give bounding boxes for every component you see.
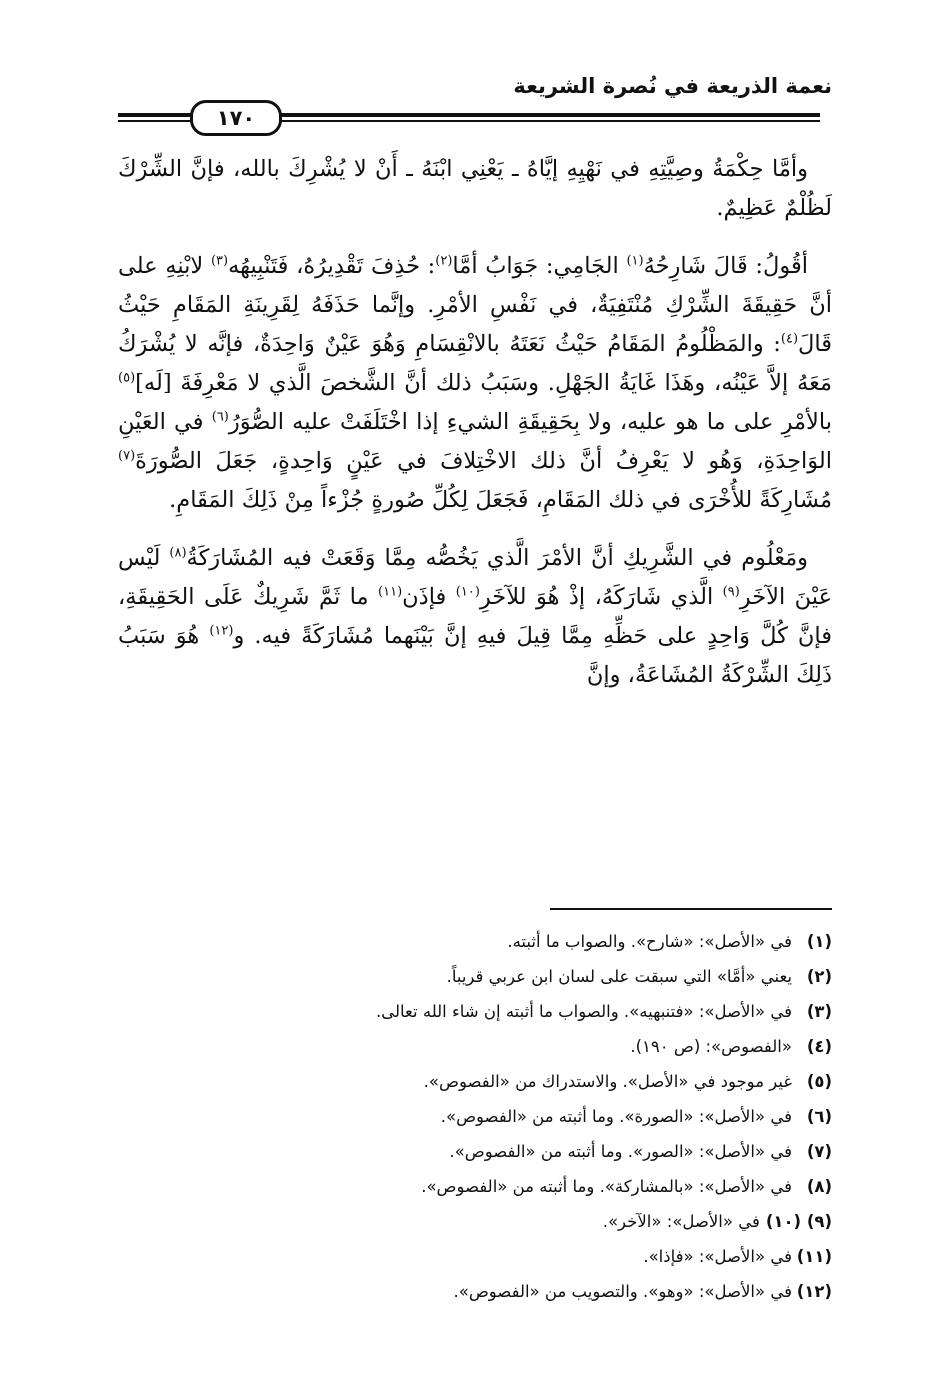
footnote-marker: (١) [626, 253, 644, 269]
body-text-run: أقُولُ: قَالَ شَارِحُهُ [643, 253, 808, 279]
footnote-number: (٨) [806, 1177, 832, 1196]
footnote-marker: (١٠) [455, 584, 480, 600]
footnote-item [118, 1099, 832, 1134]
body-text-run: : والمَظْلُومُ المَقَامُ حَيْثُ نَعَتَهُ بالانْقِسَامِ وَهُوَ عَيْنٌ وَاحِدَةٌ، فإنَّه لا يُشْرَكُ مَعَهُ إلاَّ عَيْنُه، وهَذَا غَايَةُ الجَهْلِ. وسَبَبُ ذلك أنَّ الشَّخصَ الَّذي لا مَعْرِفَةَ [118, 331, 832, 396]
footnote-separator [550, 908, 832, 910]
body-paragraph [118, 247, 832, 520]
body-text-run: لابْنِهِ على أنَّ حَقِيقَةَ الشِّرْكِ مُنْتَفِيَةٌ، في نَفْسِ الأمْرِ. وإنَّما حَذَفَهُ لِقَرِينَةِ المَقَامِ حَيْثُ قَالَ [118, 253, 832, 357]
footnote-number: (١١) [796, 1247, 832, 1266]
body-text-run: [لَه] [135, 370, 172, 396]
footnote-text: في «الأصل»: «الصورة». وما أثبته من «الفصوص». [440, 1107, 792, 1126]
footnotes-list [118, 924, 832, 1309]
body-text-run: وأمَّا حِكْمَةُ وصِيَّتِهِ في نَهْيِهِ إيَّاهُ ـ يَعْنِي ابْنَهُ ـ أَنْ لا يُشْرِكَ بالله، فإنَّ الشِّرْكَ لَظُلْمٌ عَظِيمٌ. [118, 156, 832, 221]
footnote-item [118, 924, 832, 959]
footnote-text: في «الأصل»: «فتنبهيه». والصواب ما أثبته إن شاء الله تعالى. [376, 1002, 792, 1021]
footnote-number: (٣) [806, 1002, 832, 1021]
footnote-marker: (٦) [211, 409, 229, 425]
body-text-run: في العَيْنِ الوَاحِدَةِ، وَهُو لا يَعْرِفُ أنَّ ذلك الاخْتِلافَ في عَيْنٍ وَاحِدةٍ، جَعَلَ الصُّورَةَ [118, 409, 832, 474]
footnote-text: في «الأصل»: «فإذا». [643, 1247, 792, 1266]
body-text-run: ما ثَمَّ شَرِيكٌ عَلَى الحَقِيقَةِ، فإنَّ كُلَّ وَاحِدٍ على حَظِّهِ مِمَّا قِيلَ فيهِ إنَّ بَيْنَهما مُشَارَكَةً فيه. و [118, 584, 833, 649]
footnote-text: في «الأصل»: «الصور». وما أثبته من «الفصوص». [449, 1142, 792, 1161]
footnote-item [118, 1029, 832, 1064]
footnote-text: في «الأصل»: «وهو». والتصويب من «الفصوص». [453, 1282, 792, 1301]
body-text-run: مُشَارِكَةً للأُخْرَى في ذلك المَقَامِ، فَجَعَلَ لِكُلِّ صُورةٍ جُزْءاً مِنْ ذَلِكَ المَقَامِ. [169, 487, 832, 513]
footnote-item [118, 1064, 832, 1099]
footnote-marker: (٨) [169, 545, 187, 561]
body-paragraph [118, 539, 832, 695]
body-text-run: : حُذِفَ تَقْدِيرُهُ، فَتَنْبِيهُه [228, 253, 436, 279]
footnote-item [118, 959, 832, 994]
footnote-number: (٤) [806, 1037, 832, 1056]
footnote-number: (٩) (١٠) [765, 1212, 832, 1231]
body-text-run: ومَعْلُوم في الشَّرِيكِ أنَّ الأمْرَ الَّذي يَخُصُّه مِمَّا وَقَعَتْ فيه المُشَارَكَةُ [186, 545, 808, 571]
running-title: نعمة الذريعة في نُصرة الشريعة [513, 74, 832, 98]
footnote-marker: (٧) [118, 448, 136, 464]
body-paragraph [118, 150, 832, 228]
footnote-number: (٦) [806, 1107, 832, 1126]
footnote-marker: (٤) [780, 331, 799, 347]
footnote-marker: (٥) [118, 370, 136, 386]
footnote-marker: (١٢) [209, 623, 234, 639]
footnote-item [118, 1274, 832, 1309]
footnote-number: (٧) [806, 1142, 832, 1161]
footnote-item [118, 1239, 832, 1274]
footnote-number: (١٢) [796, 1282, 832, 1301]
footnote-marker: (٩) [722, 584, 740, 600]
main-text [118, 150, 832, 714]
footnote-text: في «الأصل»: «بالمشاركة». وما أثبته من «الفصوص». [421, 1177, 792, 1196]
footnote-text: في «الأصل»: «الآخر». [602, 1212, 760, 1231]
footnote-marker: (٢) [435, 253, 453, 269]
footnote-number: (٢) [806, 967, 832, 986]
footnote-item [118, 994, 832, 1029]
footnote-marker: (٣) [210, 253, 229, 269]
body-text-run: بالأمْرِ على ما هو عليه، ولا بِحَقِيقَةِ الشيءِ إذا اخْتَلَفَتْ عليه الصُّوَرُ [228, 409, 832, 435]
footnote-text: يعني «أمَّا» التي سبقت على لسان ابن عربي قريباً. [446, 967, 792, 986]
footnote-text: «الفصوص»: (ص ١٩٠). [630, 1037, 792, 1056]
footnote-text: في «الأصل»: «شارح». والصواب ما أثبته. [507, 932, 792, 951]
footnote-item [118, 1204, 832, 1239]
page-number-badge: ١٧٠ [190, 100, 282, 136]
footnote-item [118, 1134, 832, 1169]
body-text-run: فإذَن [402, 584, 456, 610]
body-text-run: الَّذي شَارَكَهُ، إذْ هُوَ للآخَرِ [479, 584, 723, 610]
footnote-text: غير موجود في «الأصل». والاستدراك من «الفصوص». [423, 1072, 792, 1091]
footnote-number: (٥) [806, 1072, 832, 1091]
body-text-run: لَيْس عَيْنَ الآخَرِ [118, 545, 832, 610]
body-text-run: الجَامِي: جَوَابُ أمَّا [452, 253, 627, 279]
footnote-marker: (١١) [378, 584, 403, 600]
body-text-run: هُوَ سَبَبُ ذَلِكَ الشِّرْكَةُ المُشَاعَةُ، وإنَّ [118, 623, 832, 688]
footnote-item [118, 1169, 832, 1204]
footnote-number: (١) [806, 932, 832, 951]
